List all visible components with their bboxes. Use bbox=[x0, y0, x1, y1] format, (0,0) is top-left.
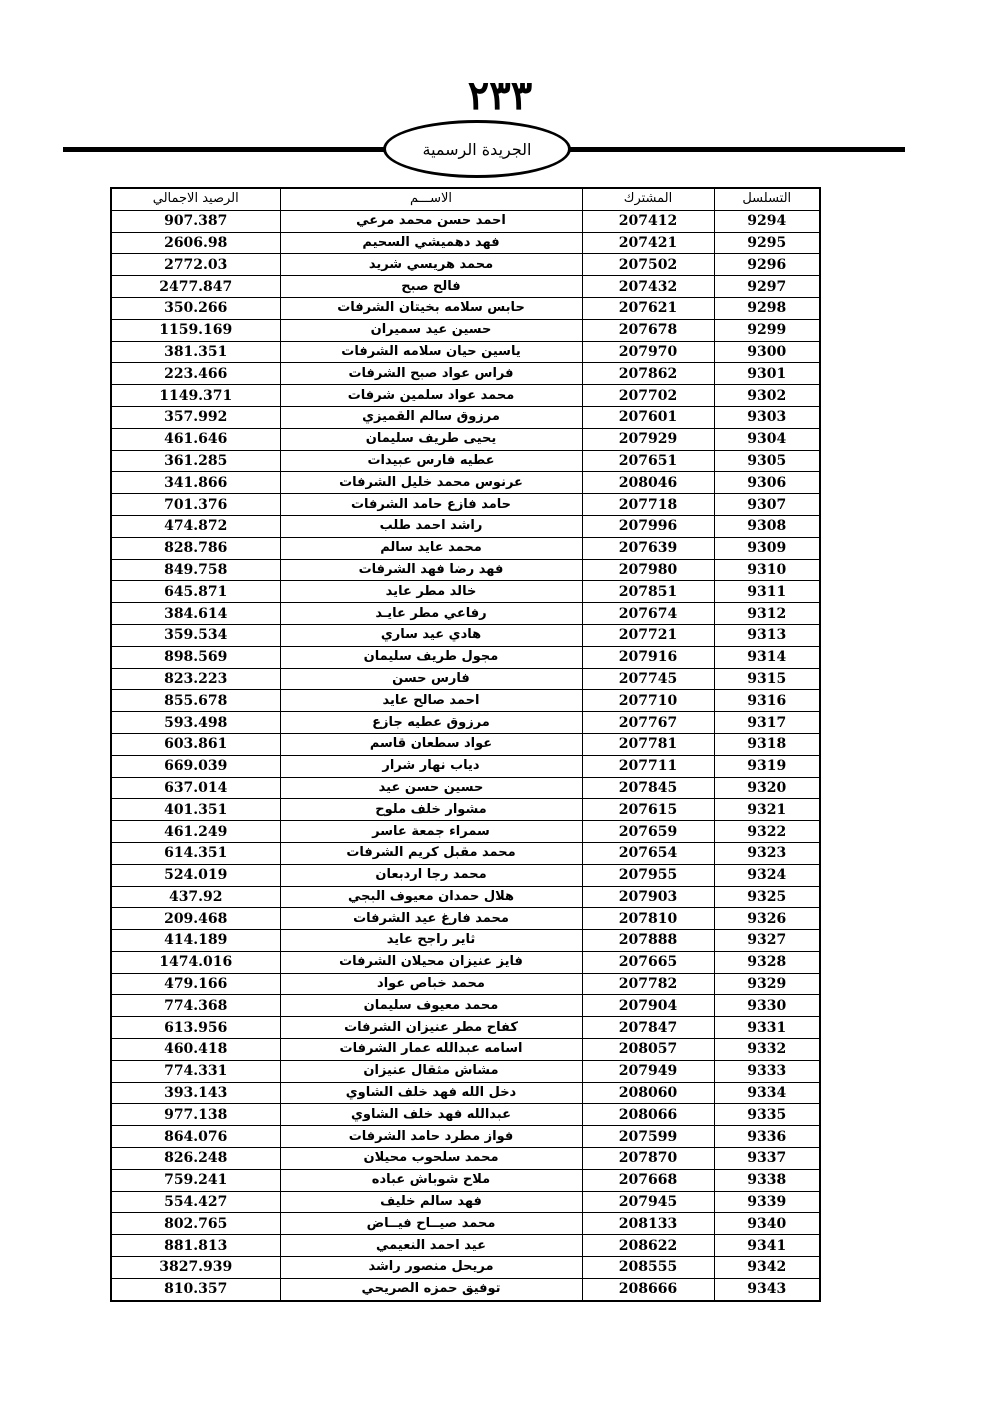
subscriber-cell: 207916 bbox=[582, 646, 714, 668]
serial-cell: 9337 bbox=[714, 1148, 820, 1170]
subscriber-cell: 208046 bbox=[582, 472, 714, 494]
name-cell: محمد عواد سلمين شرفات bbox=[280, 385, 582, 407]
balance-cell: 359.534 bbox=[111, 624, 280, 646]
column-header-subscriber: المشترك bbox=[582, 188, 714, 210]
gazette-title-oval bbox=[383, 120, 571, 178]
name-cell: مريحل منصور راشد bbox=[280, 1257, 582, 1279]
serial-cell: 9306 bbox=[714, 472, 820, 494]
table-row bbox=[111, 1017, 820, 1039]
serial-cell: 9341 bbox=[714, 1235, 820, 1257]
name-cell: مجول طريف سليمان bbox=[280, 646, 582, 668]
subscriber-cell: 207710 bbox=[582, 690, 714, 712]
balance-cell: 774.331 bbox=[111, 1060, 280, 1082]
subscriber-cell: 207955 bbox=[582, 864, 714, 886]
serial-cell: 9326 bbox=[714, 908, 820, 930]
name-cell: عيد احمد النعيمي bbox=[280, 1235, 582, 1257]
subscriber-cell: 207711 bbox=[582, 755, 714, 777]
serial-cell: 9321 bbox=[714, 799, 820, 821]
serial-cell: 9330 bbox=[714, 995, 820, 1017]
name-cell: محمد سلحوب محيلان bbox=[280, 1148, 582, 1170]
table-row bbox=[111, 494, 820, 516]
table-row bbox=[111, 690, 820, 712]
balance-cell: 898.569 bbox=[111, 646, 280, 668]
balance-cell: 381.351 bbox=[111, 341, 280, 363]
name-cell: اسامه عبدالله عمار الشرفات bbox=[280, 1039, 582, 1061]
balance-cell: 3827.939 bbox=[111, 1257, 280, 1279]
subscriber-cell: 207651 bbox=[582, 450, 714, 472]
table-row bbox=[111, 755, 820, 777]
name-cell: فراس عواد صبح الشرفات bbox=[280, 363, 582, 385]
balance-cell: 1159.169 bbox=[111, 319, 280, 341]
subscriber-cell: 207996 bbox=[582, 515, 714, 537]
serial-cell: 9335 bbox=[714, 1104, 820, 1126]
table-row bbox=[111, 842, 820, 864]
balance-cell: 774.368 bbox=[111, 995, 280, 1017]
serial-cell: 9338 bbox=[714, 1169, 820, 1191]
serial-cell: 9309 bbox=[714, 537, 820, 559]
serial-cell: 9310 bbox=[714, 559, 820, 581]
table-row bbox=[111, 450, 820, 472]
name-cell: محمد فارغ عيد الشرفات bbox=[280, 908, 582, 930]
table-row bbox=[111, 1039, 820, 1061]
balance-cell: 613.956 bbox=[111, 1017, 280, 1039]
name-cell: مشاش مثقال عنيزان bbox=[280, 1060, 582, 1082]
table-row bbox=[111, 930, 820, 952]
subscriber-cell: 207767 bbox=[582, 712, 714, 734]
gazette-title: الجريدة الرسمية bbox=[422, 139, 532, 159]
table-row bbox=[111, 254, 820, 276]
serial-cell: 9305 bbox=[714, 450, 820, 472]
table-row bbox=[111, 886, 820, 908]
name-cell: فهد دهميشي السحيم bbox=[280, 232, 582, 254]
subscriber-cell: 207851 bbox=[582, 581, 714, 603]
name-cell: ثاير راجح عايد bbox=[280, 930, 582, 952]
balance-cell: 1474.016 bbox=[111, 951, 280, 973]
subscriber-cell: 207421 bbox=[582, 232, 714, 254]
table-row bbox=[111, 712, 820, 734]
subscriber-cell: 208057 bbox=[582, 1039, 714, 1061]
serial-cell: 9315 bbox=[714, 668, 820, 690]
serial-cell: 9304 bbox=[714, 428, 820, 450]
subscriber-cell: 207678 bbox=[582, 319, 714, 341]
subscriber-cell: 207970 bbox=[582, 341, 714, 363]
name-cell: محمد مقبل كريم الشرفات bbox=[280, 842, 582, 864]
name-cell: يحيى طريف سليمان bbox=[280, 428, 582, 450]
table-header-row bbox=[111, 188, 820, 210]
subscriber-cell: 207665 bbox=[582, 951, 714, 973]
balance-cell: 759.241 bbox=[111, 1169, 280, 1191]
table-row bbox=[111, 973, 820, 995]
balance-cell: 864.076 bbox=[111, 1126, 280, 1148]
column-header-name: الاســـم bbox=[280, 188, 582, 210]
balance-cell: 826.248 bbox=[111, 1148, 280, 1170]
name-cell: فارس حسن bbox=[280, 668, 582, 690]
column-header-total-balance: الرصيد الاجمالي bbox=[111, 188, 280, 210]
table-row bbox=[111, 363, 820, 385]
serial-cell: 9320 bbox=[714, 777, 820, 799]
serial-cell: 9308 bbox=[714, 515, 820, 537]
table-row bbox=[111, 1257, 820, 1279]
name-cell: محمد هريسي شريد bbox=[280, 254, 582, 276]
subscriber-cell: 207745 bbox=[582, 668, 714, 690]
balance-cell: 554.427 bbox=[111, 1191, 280, 1213]
subscriber-cell: 208555 bbox=[582, 1257, 714, 1279]
table-row bbox=[111, 537, 820, 559]
subscriber-cell: 207782 bbox=[582, 973, 714, 995]
table-row bbox=[111, 406, 820, 428]
table-row bbox=[111, 603, 820, 625]
serial-cell: 9334 bbox=[714, 1082, 820, 1104]
table-row bbox=[111, 908, 820, 930]
name-cell: هادي عيد ساري bbox=[280, 624, 582, 646]
table-row bbox=[111, 276, 820, 298]
balance-cell: 524.019 bbox=[111, 864, 280, 886]
balance-cell: 209.468 bbox=[111, 908, 280, 930]
table-row bbox=[111, 1104, 820, 1126]
page-number: ٢٣٣ bbox=[467, 72, 533, 119]
table-row bbox=[111, 646, 820, 668]
table-row bbox=[111, 1082, 820, 1104]
name-cell: حسين عيد سميران bbox=[280, 319, 582, 341]
balance-cell: 603.861 bbox=[111, 733, 280, 755]
balance-cell: 2477.847 bbox=[111, 276, 280, 298]
name-cell: محمد رجا اردبعان bbox=[280, 864, 582, 886]
name-cell: سمراء جمعة عاسر bbox=[280, 821, 582, 843]
subscriber-cell: 207702 bbox=[582, 385, 714, 407]
name-cell: عبدالله فهد خلف الشاوي bbox=[280, 1104, 582, 1126]
name-cell: مرزوق عطيه جازع bbox=[280, 712, 582, 734]
name-cell: حسين حسن عيد bbox=[280, 777, 582, 799]
balance-cell: 593.498 bbox=[111, 712, 280, 734]
name-cell: رفاعي مطر عايـد bbox=[280, 603, 582, 625]
serial-cell: 9336 bbox=[714, 1126, 820, 1148]
subscriber-cell: 208060 bbox=[582, 1082, 714, 1104]
subscriber-cell: 207615 bbox=[582, 799, 714, 821]
balance-cell: 401.351 bbox=[111, 799, 280, 821]
name-cell: دخل الله فهد خلف الشاوي bbox=[280, 1082, 582, 1104]
table-row bbox=[111, 297, 820, 319]
balance-cell: 2606.98 bbox=[111, 232, 280, 254]
balance-cell: 802.765 bbox=[111, 1213, 280, 1235]
serial-cell: 9332 bbox=[714, 1039, 820, 1061]
table-row bbox=[111, 1213, 820, 1235]
balance-cell: 357.992 bbox=[111, 406, 280, 428]
subscriber-cell: 207721 bbox=[582, 624, 714, 646]
serial-cell: 9314 bbox=[714, 646, 820, 668]
table-row bbox=[111, 864, 820, 886]
balance-cell: 437.92 bbox=[111, 886, 280, 908]
subscriber-cell: 207599 bbox=[582, 1126, 714, 1148]
serial-cell: 9324 bbox=[714, 864, 820, 886]
balance-cell: 479.166 bbox=[111, 973, 280, 995]
name-cell: احمد حسن محمد مرعي bbox=[280, 210, 582, 232]
serial-cell: 9333 bbox=[714, 1060, 820, 1082]
subscriber-cell: 207845 bbox=[582, 777, 714, 799]
serial-cell: 9302 bbox=[714, 385, 820, 407]
table-row bbox=[111, 1191, 820, 1213]
serial-cell: 9318 bbox=[714, 733, 820, 755]
serial-cell: 9300 bbox=[714, 341, 820, 363]
serial-cell: 9298 bbox=[714, 297, 820, 319]
balance-cell: 881.813 bbox=[111, 1235, 280, 1257]
balance-cell: 350.266 bbox=[111, 297, 280, 319]
name-cell: محمد معيوف سليمان bbox=[280, 995, 582, 1017]
serial-cell: 9343 bbox=[714, 1278, 820, 1300]
table-row bbox=[111, 581, 820, 603]
serial-cell: 9342 bbox=[714, 1257, 820, 1279]
table-row bbox=[111, 624, 820, 646]
serial-cell: 9331 bbox=[714, 1017, 820, 1039]
name-cell: عرنوس محمد خليل الشرفات bbox=[280, 472, 582, 494]
column-header-serial: التسلسل bbox=[714, 188, 820, 210]
table-row bbox=[111, 995, 820, 1017]
name-cell: عواد سطعان قاسم bbox=[280, 733, 582, 755]
serial-cell: 9294 bbox=[714, 210, 820, 232]
subscriber-cell: 207674 bbox=[582, 603, 714, 625]
table-row bbox=[111, 799, 820, 821]
balance-cell: 810.357 bbox=[111, 1278, 280, 1300]
balance-cell: 977.138 bbox=[111, 1104, 280, 1126]
table-row bbox=[111, 1126, 820, 1148]
serial-cell: 9303 bbox=[714, 406, 820, 428]
name-cell: احمد صالح عايد bbox=[280, 690, 582, 712]
serial-cell: 9313 bbox=[714, 624, 820, 646]
serial-cell: 9319 bbox=[714, 755, 820, 777]
serial-cell: 9297 bbox=[714, 276, 820, 298]
balance-cell: 361.285 bbox=[111, 450, 280, 472]
balance-cell: 223.466 bbox=[111, 363, 280, 385]
table-row bbox=[111, 1278, 820, 1300]
subscriber-cell: 207781 bbox=[582, 733, 714, 755]
serial-cell: 9327 bbox=[714, 930, 820, 952]
table-row bbox=[111, 515, 820, 537]
balance-cell: 907.387 bbox=[111, 210, 280, 232]
subscriber-cell: 207659 bbox=[582, 821, 714, 843]
subscriber-cell: 207621 bbox=[582, 297, 714, 319]
serial-cell: 9340 bbox=[714, 1213, 820, 1235]
subscriber-cell: 207668 bbox=[582, 1169, 714, 1191]
balance-cell: 393.143 bbox=[111, 1082, 280, 1104]
serial-cell: 9325 bbox=[714, 886, 820, 908]
subscriber-cell: 208066 bbox=[582, 1104, 714, 1126]
balance-cell: 461.646 bbox=[111, 428, 280, 450]
balance-cell: 669.039 bbox=[111, 755, 280, 777]
subscriber-cell: 208133 bbox=[582, 1213, 714, 1235]
name-cell: ياسين حيان سلامه الشرفات bbox=[280, 341, 582, 363]
subscriber-cell: 207412 bbox=[582, 210, 714, 232]
subscriber-cell: 207502 bbox=[582, 254, 714, 276]
subscriber-cell: 207432 bbox=[582, 276, 714, 298]
table-row bbox=[111, 777, 820, 799]
subscriber-cell: 207870 bbox=[582, 1148, 714, 1170]
table-row bbox=[111, 428, 820, 450]
subscriber-cell: 207980 bbox=[582, 559, 714, 581]
balance-cell: 614.351 bbox=[111, 842, 280, 864]
subscriber-cell: 207949 bbox=[582, 1060, 714, 1082]
subscriber-cell: 207718 bbox=[582, 494, 714, 516]
serial-cell: 9316 bbox=[714, 690, 820, 712]
subscriber-cell: 207862 bbox=[582, 363, 714, 385]
subscriber-cell: 207904 bbox=[582, 995, 714, 1017]
serial-cell: 9311 bbox=[714, 581, 820, 603]
serial-cell: 9323 bbox=[714, 842, 820, 864]
table-row bbox=[111, 210, 820, 232]
balance-cell: 2772.03 bbox=[111, 254, 280, 276]
subscriber-cell: 207810 bbox=[582, 908, 714, 930]
name-cell: دياب نهار شرار bbox=[280, 755, 582, 777]
name-cell: فايز عنيزان محيلان الشرفات bbox=[280, 951, 582, 973]
balance-cell: 1149.371 bbox=[111, 385, 280, 407]
serial-cell: 9296 bbox=[714, 254, 820, 276]
serial-cell: 9312 bbox=[714, 603, 820, 625]
table-row bbox=[111, 319, 820, 341]
serial-cell: 9301 bbox=[714, 363, 820, 385]
name-cell: فهد رضا فهد الشرفات bbox=[280, 559, 582, 581]
subscriber-cell: 207639 bbox=[582, 537, 714, 559]
balance-cell: 828.786 bbox=[111, 537, 280, 559]
serial-cell: 9328 bbox=[714, 951, 820, 973]
subscriber-cell: 207654 bbox=[582, 842, 714, 864]
name-cell: ملاح شوباش عباده bbox=[280, 1169, 582, 1191]
table-row bbox=[111, 1148, 820, 1170]
name-cell: خالد مطر عايد bbox=[280, 581, 582, 603]
balance-cell: 460.418 bbox=[111, 1039, 280, 1061]
serial-cell: 9329 bbox=[714, 973, 820, 995]
name-cell: فالح صبح bbox=[280, 276, 582, 298]
balance-cell: 849.758 bbox=[111, 559, 280, 581]
subscriber-cell: 207601 bbox=[582, 406, 714, 428]
table-row bbox=[111, 1235, 820, 1257]
table-row bbox=[111, 733, 820, 755]
balance-cell: 384.614 bbox=[111, 603, 280, 625]
name-cell: مشوار خلف ملوح bbox=[280, 799, 582, 821]
balance-cell: 341.866 bbox=[111, 472, 280, 494]
name-cell: محمد خباص عواد bbox=[280, 973, 582, 995]
subscriber-cell: 207847 bbox=[582, 1017, 714, 1039]
table-row bbox=[111, 385, 820, 407]
balance-cell: 474.872 bbox=[111, 515, 280, 537]
table-row bbox=[111, 1169, 820, 1191]
balance-cell: 701.376 bbox=[111, 494, 280, 516]
subscriber-cell: 208666 bbox=[582, 1278, 714, 1300]
name-cell: محمد عايد سالم bbox=[280, 537, 582, 559]
name-cell: عطيه فارس عبيدات bbox=[280, 450, 582, 472]
serial-cell: 9299 bbox=[714, 319, 820, 341]
balance-cell: 461.249 bbox=[111, 821, 280, 843]
table-row bbox=[111, 341, 820, 363]
serial-cell: 9307 bbox=[714, 494, 820, 516]
subscriber-cell: 208622 bbox=[582, 1235, 714, 1257]
table-row bbox=[111, 821, 820, 843]
name-cell: محمد صيــاح فيــاض bbox=[280, 1213, 582, 1235]
table-row bbox=[111, 951, 820, 973]
table-row bbox=[111, 472, 820, 494]
serial-cell: 9322 bbox=[714, 821, 820, 843]
balance-cell: 823.223 bbox=[111, 668, 280, 690]
name-cell: حابس سلامه بخيتان الشرفات bbox=[280, 297, 582, 319]
subscriber-balance-table bbox=[110, 187, 821, 1302]
name-cell: هلال حمدان معيوف البجي bbox=[280, 886, 582, 908]
name-cell: فواز مطرد حامد الشرفات bbox=[280, 1126, 582, 1148]
table-body bbox=[111, 210, 820, 1300]
name-cell: كفاح مطر عنيزان الشرفات bbox=[280, 1017, 582, 1039]
serial-cell: 9339 bbox=[714, 1191, 820, 1213]
name-cell: توفيق حمزه الصريحي bbox=[280, 1278, 582, 1300]
subscriber-cell: 207945 bbox=[582, 1191, 714, 1213]
subscriber-cell: 207888 bbox=[582, 930, 714, 952]
balance-cell: 637.014 bbox=[111, 777, 280, 799]
serial-cell: 9295 bbox=[714, 232, 820, 254]
subscriber-cell: 207929 bbox=[582, 428, 714, 450]
table-row bbox=[111, 668, 820, 690]
table-row bbox=[111, 1060, 820, 1082]
balance-cell: 855.678 bbox=[111, 690, 280, 712]
balance-cell: 414.189 bbox=[111, 930, 280, 952]
balance-cell: 645.871 bbox=[111, 581, 280, 603]
table-row bbox=[111, 232, 820, 254]
name-cell: مرزوق سالم القميزي bbox=[280, 406, 582, 428]
serial-cell: 9317 bbox=[714, 712, 820, 734]
table-row bbox=[111, 559, 820, 581]
name-cell: فهد سالم خليف bbox=[280, 1191, 582, 1213]
subscriber-cell: 207903 bbox=[582, 886, 714, 908]
name-cell: راشد احمد طلب bbox=[280, 515, 582, 537]
name-cell: حامد فازع حامد الشرفات bbox=[280, 494, 582, 516]
